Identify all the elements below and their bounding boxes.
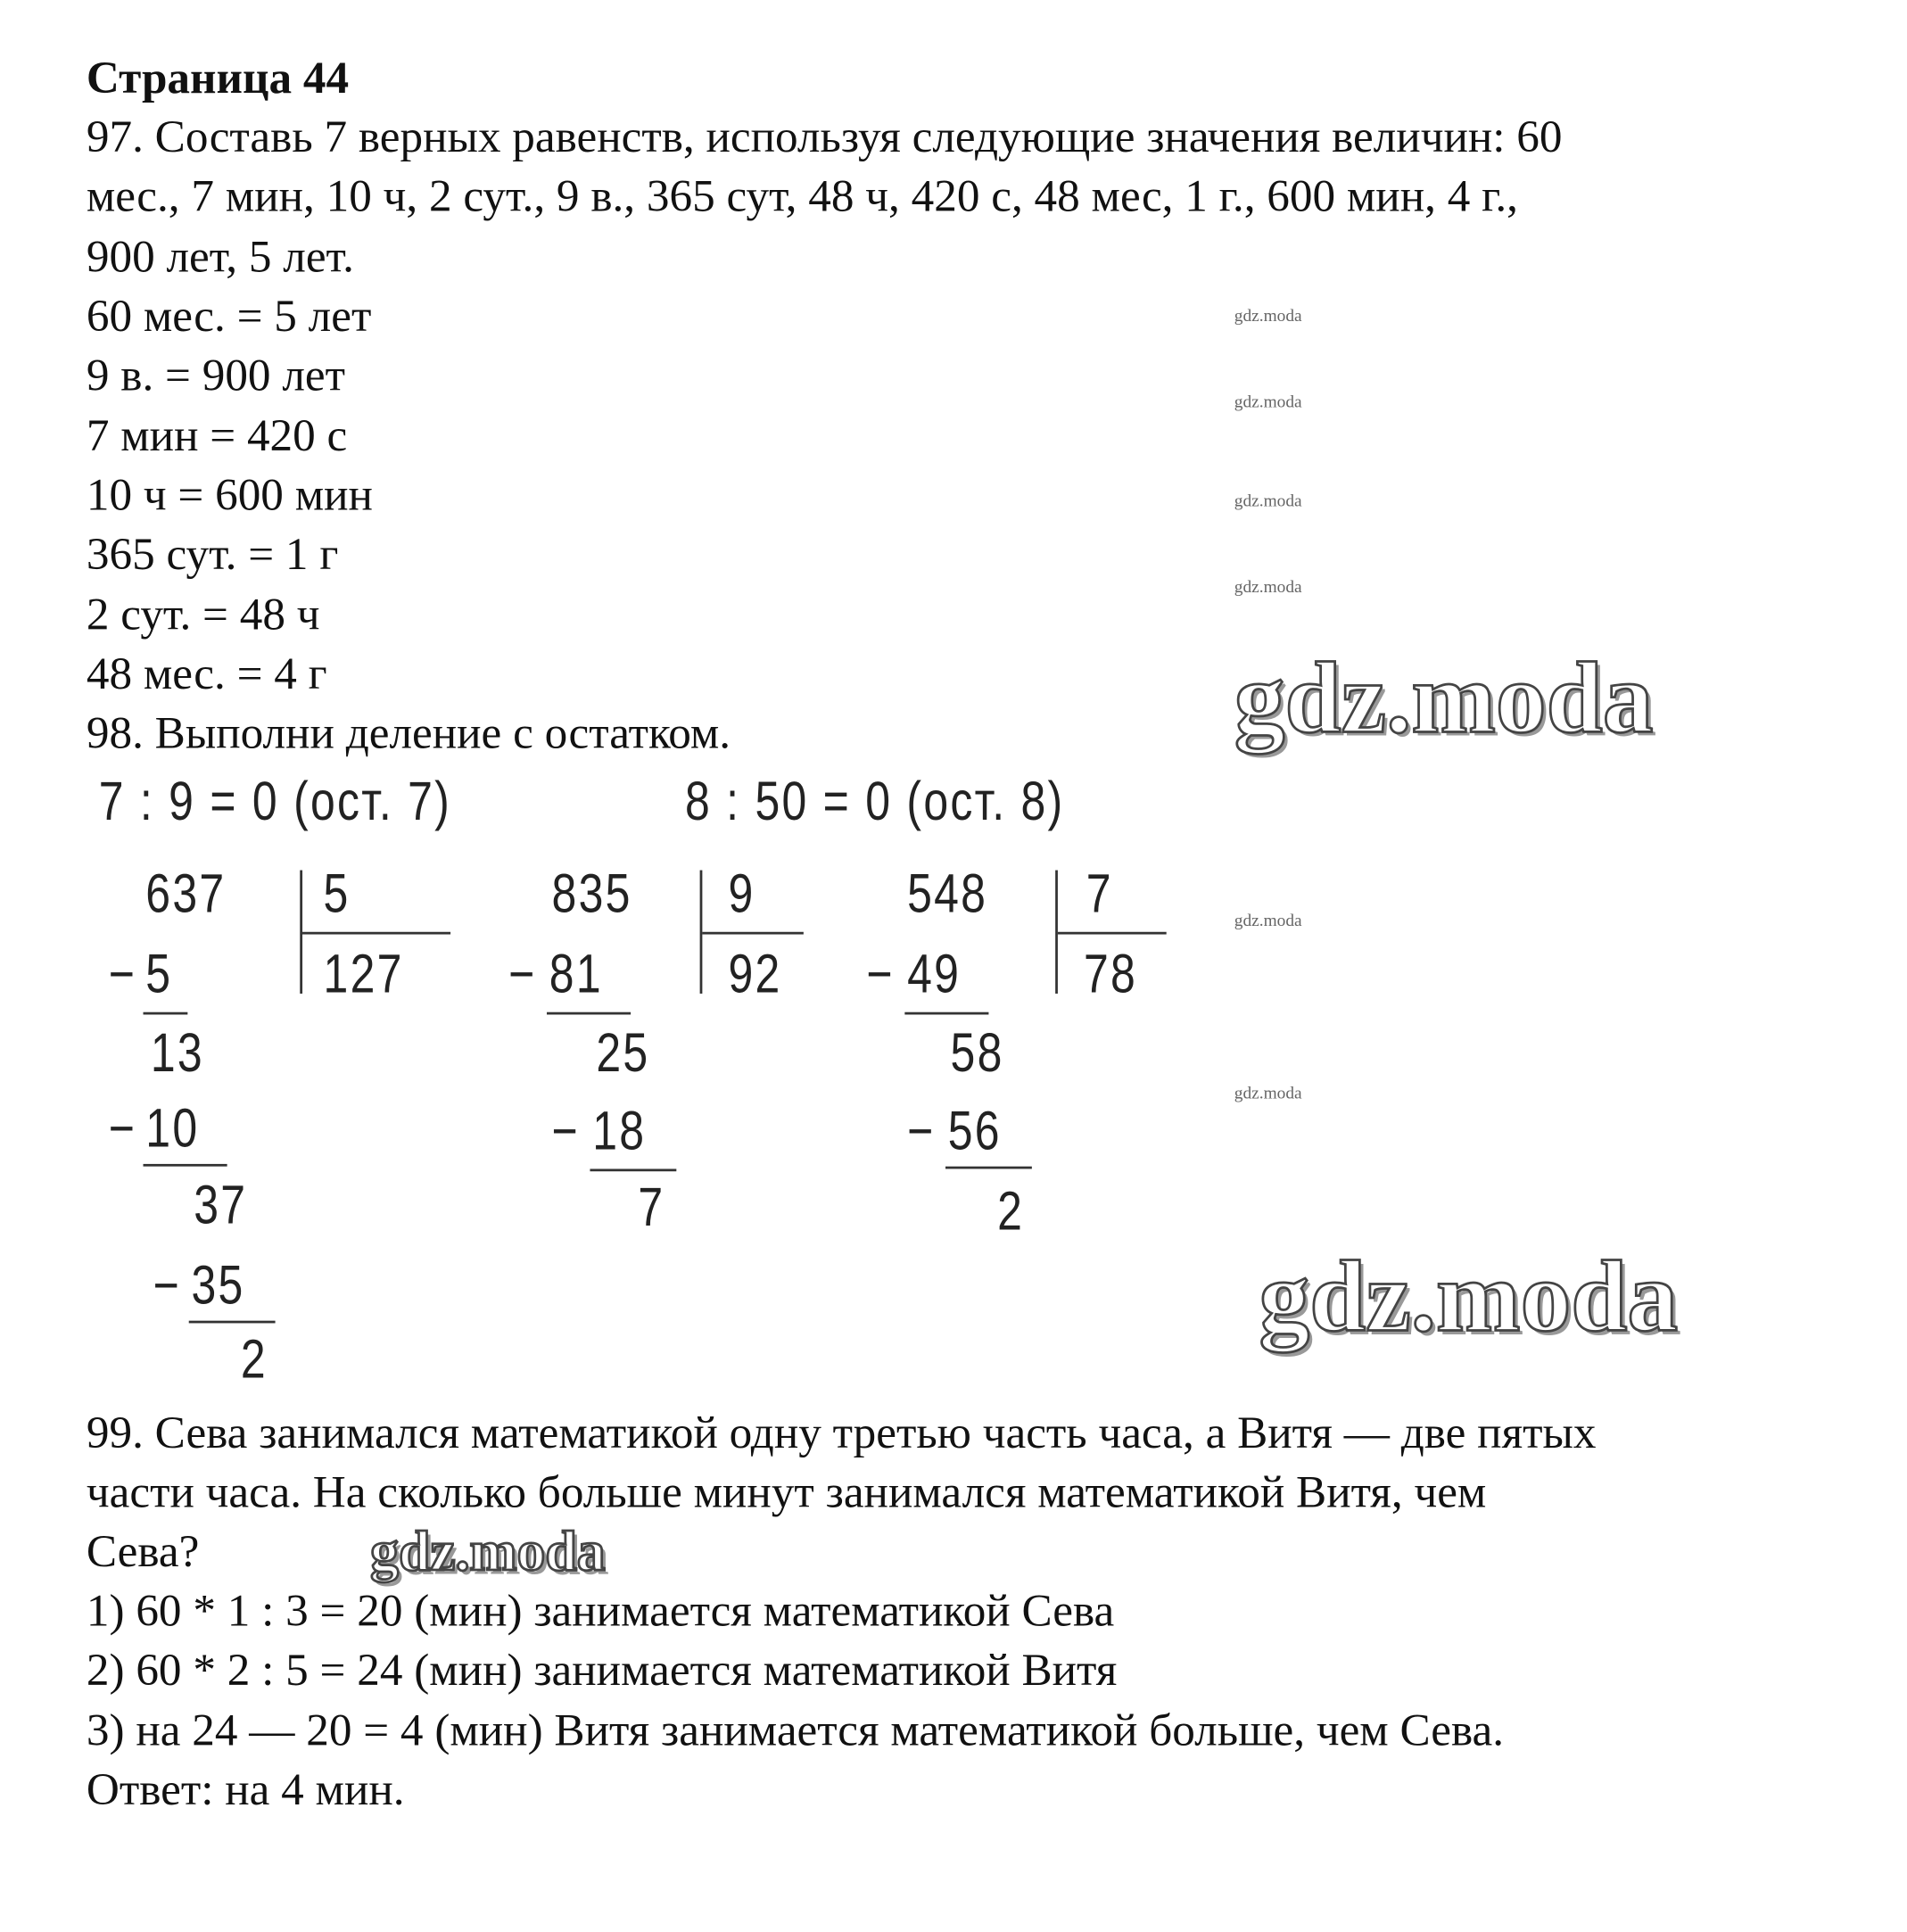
underline xyxy=(189,1321,276,1324)
subtrahend: 10 xyxy=(145,1098,200,1160)
watermark-small: gdz.moda xyxy=(1234,492,1302,511)
dividend: 548 xyxy=(907,863,988,925)
remainder: 2 xyxy=(997,1181,1025,1243)
task97-answer: 10 ч = 600 мин xyxy=(86,470,373,521)
task97-line: 97. Составь 7 верных равенств, используя следующие значения величин: 60 xyxy=(86,111,1563,163)
divisor: 5 xyxy=(323,863,351,925)
partial-remainder: 37 xyxy=(194,1175,248,1236)
minus-sign: − xyxy=(907,1101,936,1162)
minus-sign: − xyxy=(866,944,895,1005)
minus-sign: − xyxy=(108,1098,137,1160)
divisor: 7 xyxy=(1086,863,1113,925)
watermark: gdz.moda xyxy=(1234,641,1654,755)
task99-line: Сева? xyxy=(86,1526,200,1578)
quotient: 127 xyxy=(323,944,404,1005)
dividend: 835 xyxy=(551,863,632,925)
partial-remainder: 58 xyxy=(950,1023,1004,1084)
subtrahend: 35 xyxy=(191,1255,245,1317)
task97-answer: 365 сут. = 1 г xyxy=(86,529,339,581)
minus-sign: − xyxy=(108,944,137,1005)
page-title: Страница 44 xyxy=(86,53,350,104)
underline xyxy=(144,1012,188,1015)
watermark-small: gdz.moda xyxy=(1234,393,1302,413)
division-bar xyxy=(1058,932,1167,935)
watermark-small: gdz.moda xyxy=(1234,912,1302,931)
task97-line: мес., 7 мин, 10 ч, 2 сут., 9 в., 365 сут, 48 ч, 420 с, 48 мес, 1 г., 600 мин, 4 г., xyxy=(86,171,1518,223)
quotient: 78 xyxy=(1083,944,1138,1005)
task99-step: 1) 60 * 1 : 3 = 20 (мин) занимается математикой Сева xyxy=(86,1586,1115,1637)
task97-answer: 48 мес. = 4 г xyxy=(86,648,327,700)
remainder: 7 xyxy=(638,1177,665,1238)
underline xyxy=(547,1012,631,1015)
task97-answer: 60 мес. = 5 лет xyxy=(86,291,372,343)
partial-remainder: 13 xyxy=(150,1023,204,1084)
task97-answer: 9 в. = 900 лет xyxy=(86,350,345,401)
remainder: 2 xyxy=(240,1329,268,1391)
watermark-small: gdz.moda xyxy=(1234,307,1302,326)
underline xyxy=(144,1164,227,1167)
minus-sign: − xyxy=(508,944,537,1005)
subtrahend: 56 xyxy=(947,1101,1002,1162)
quotient: 92 xyxy=(728,944,782,1005)
subtrahend: 5 xyxy=(145,944,173,1005)
subtrahend: 81 xyxy=(549,944,603,1005)
task97-answer: 7 мин = 420 с xyxy=(86,410,348,462)
watermark: gdz.moda xyxy=(370,1519,606,1583)
simple-division: 8 : 50 = 0 (ост. 8) xyxy=(685,771,1065,832)
task99-line: 99. Сева занимался математикой одну третью часть часа, а Витя — две пятых xyxy=(86,1408,1597,1459)
underline xyxy=(904,1012,988,1015)
subtrahend: 49 xyxy=(907,944,962,1005)
division-bar xyxy=(702,932,803,935)
watermark: gdz.moda xyxy=(1259,1240,1679,1353)
dividend: 637 xyxy=(145,863,227,925)
watermark-small: gdz.moda xyxy=(1234,579,1302,598)
task98-statement: 98. Выполни деление с остатком. xyxy=(86,708,731,760)
watermark-small: gdz.moda xyxy=(1234,1085,1302,1104)
task99-step: 2) 60 * 2 : 5 = 24 (мин) занимается математикой Витя xyxy=(86,1645,1118,1697)
partial-remainder: 25 xyxy=(596,1023,650,1084)
simple-division: 7 : 9 = 0 (ост. 7) xyxy=(98,771,452,832)
task99-line: части часа. На сколько больше минут занимался математикой Витя, чем xyxy=(86,1467,1487,1519)
task99-step: 3) на 24 — 20 = 4 (мин) Витя занимается математикой больше, чем Сева. xyxy=(86,1705,1505,1757)
division-bar xyxy=(302,932,450,935)
task97-answer: 2 сут. = 48 ч xyxy=(86,590,320,641)
divisor: 9 xyxy=(728,863,755,925)
minus-sign: − xyxy=(153,1255,182,1317)
task99-answer: Ответ: на 4 мин. xyxy=(86,1764,405,1816)
underline xyxy=(945,1167,1032,1169)
subtrahend: 18 xyxy=(592,1101,647,1162)
task97-line: 900 лет, 5 лет. xyxy=(86,232,354,283)
minus-sign: − xyxy=(551,1101,580,1162)
underline xyxy=(590,1168,676,1171)
